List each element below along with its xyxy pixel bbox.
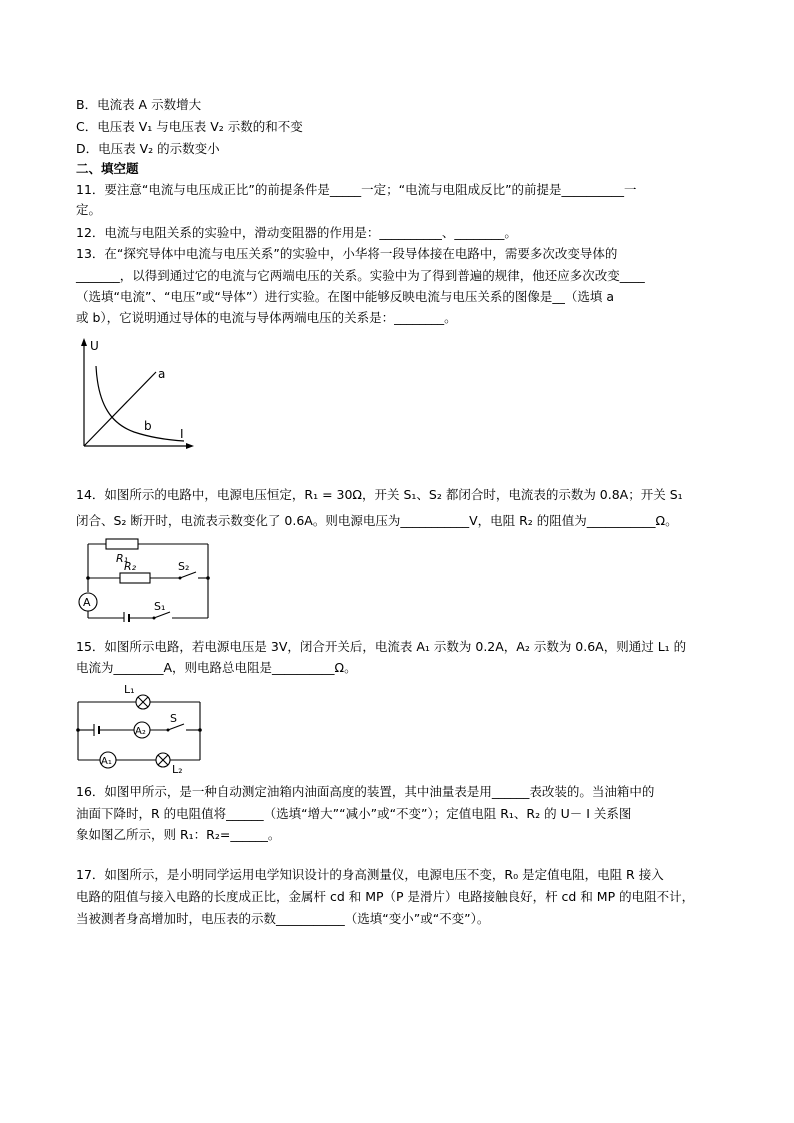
q16-line3: 象如图乙所示，则 R₁：R₂=______。 [76, 827, 281, 842]
q13-line3: （选填“电流”、“电压”或“导体”）进行实验。在图中能够反映电流与电压关系的图像是__（选填 a [76, 289, 614, 304]
curve-b-label: b [144, 419, 152, 433]
q15-line2: 电流为________A，则电路总电阻是__________Ω。 [76, 660, 357, 675]
option-b: B．电流表 A 示数增大 [76, 97, 202, 112]
section-heading: 二、填空题 [76, 161, 139, 176]
q11-line1: 11．要注意“电流与电压成正比”的前提条件是_____一定；“电流与电阻成反比”的前提是__________一 [76, 182, 637, 197]
q13-line2: _______，以得到通过它的电流与它两端电压的关系。实验中为了得到普遍的规律，他还应多次改变____ [76, 268, 645, 283]
option-c: C．电压表 V₁ 与电压表 V₂ 示数的和不变 [76, 119, 303, 134]
s2-label: S₂ [178, 560, 190, 573]
curve-b [96, 366, 184, 441]
q17-line3: 当被测者身高增加时，电压表的示数___________（选填“变小”或“不变”）。 [76, 911, 490, 926]
q13-line4: 或 b），它说明通过导体的电流与导体两端电压的关系是：________。 [76, 310, 457, 325]
q16-line1: 16．如图甲所示，是一种自动测定油箱内油面高度的装置，其中油量表是用______表改装的。当油箱中的 [76, 784, 655, 799]
x-axis-label: I [180, 427, 184, 441]
q14-line1: 14．如图所示的电路中，电源电压恒定，R₁ = 30Ω，开关 S₁、S₂ 都闭合时，电流表的示数为 0.8A；开关 S₁ [76, 487, 683, 502]
l1-label: L₁ [124, 683, 135, 696]
q17-line1: 17．如图所示，是小明同学运用电学知识设计的身高测量仪，电源电压不变，R₀ 是定值电阻，电阻 R 接入 [76, 867, 664, 882]
circuit-q15 [72, 682, 208, 774]
q15-line1: 15．如图所示电路，若电源电压是 3V，闭合开关后，电流表 A₁ 示数为 0.2A，A₂ 示数为 0.6A，则通过 L₁ 的 [76, 639, 687, 654]
circuit-q14 [72, 536, 212, 622]
q11-line2: 定。 [76, 202, 102, 217]
option-d: D．电压表 V₂ 的示数变小 [76, 141, 220, 156]
r2-label: R₂ [124, 560, 137, 573]
ui-graph [72, 336, 202, 460]
y-axis-label: U [90, 339, 99, 353]
q14-line2: 闭合、S₂ 断开时，电流表示数变化了 0.6A。则电源电压为___________V，电阻 R₂ 的阻值为___________Ω。 [76, 513, 678, 528]
q16-line2: 油面下降时，R 的电阻值将______（选填“增大”“减小”或“不变”）；定值电阻 R₁、R₂ 的 U－ I 关系图 [76, 806, 632, 821]
r1-label: R₁ [116, 552, 129, 565]
s1-label: S₁ [154, 600, 166, 613]
l2-label: L₂ [172, 763, 183, 774]
a2-label: A₂ [135, 726, 146, 737]
s-label: S [170, 712, 177, 725]
ammeter-label: A [83, 596, 91, 609]
q13-line1: 13．在“探究导体中电流与电压关系”的实验中，小华将一段导体接在电路中，需要多次改变导体的 [76, 246, 618, 261]
q12-line1: 12．电流与电阻关系的实验中，滑动变阻器的作用是：__________、________。 [76, 225, 517, 240]
q17-line2: 电路的阻值与接入电路的长度成正比，金属杆 cd 和 MP（P 是滑片）电路接触良好，杆 cd 和 MP 的电阻不计， [76, 889, 695, 904]
curve-a-label: a [158, 367, 166, 381]
a1-label: A₁ [101, 756, 112, 767]
